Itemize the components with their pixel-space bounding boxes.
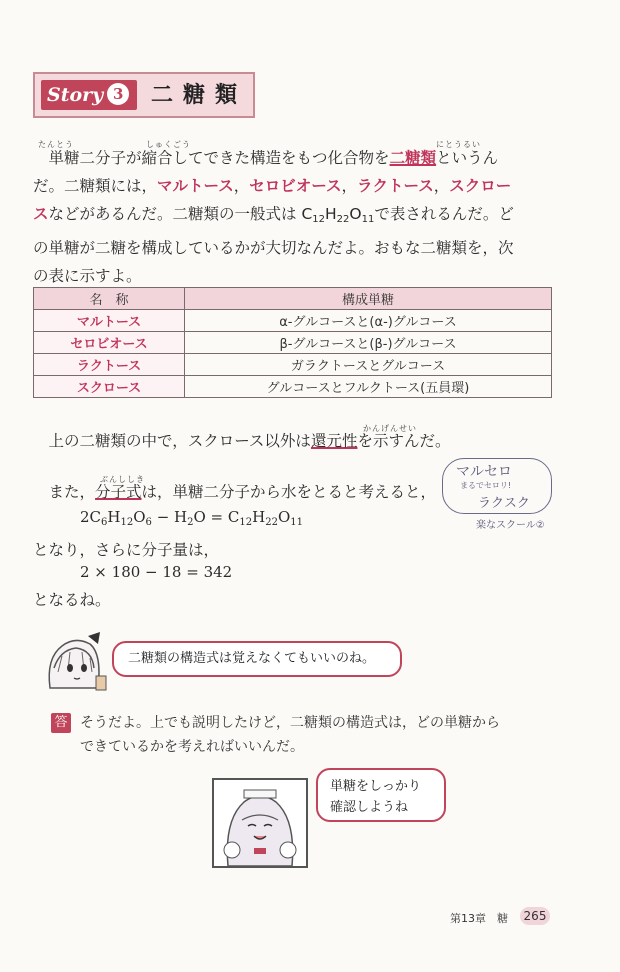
formula-line-3: となり，さらに分子量は， [33,541,220,559]
character-girl-1-icon [40,628,110,696]
reducing-line: 上の二糖類の中で，スクロース以外は還元性を示すんだ。 [48,432,451,450]
term-nitourui: 二糖類 [389,149,437,167]
header-name: 名 称 [34,288,185,310]
row-composition: グルコースとフルクトース(五員環) [185,376,552,398]
intro-paragraph [33,144,573,290]
answer-line-1: そうだよ。上でも説明したけど，二糖類の構造式は，どの単糖から [80,715,500,731]
row-name: マルトース [34,310,185,332]
note-line-2: まるでセロリ! [460,481,512,490]
formula-line-5: となるね。 [33,591,111,609]
row-composition: α-グルコースと(α-)グルコース [185,310,552,332]
reaction-equation: $2C_6H_{12}O_6 - H_2O = C_{12}H_{22}O_{11}$ [80,508,303,528]
answer-mark: 答 [51,713,71,733]
table-row [34,310,552,332]
ruby-nitourui: にとうるい [436,140,481,149]
ruby-tanto: たんとう [38,140,74,149]
ruby-shukugou: しゅくごう [146,140,191,149]
answer-line-2: できているかを考えればいいんだ。 [80,739,304,755]
character-panel [212,778,308,868]
term-bunshishiki: 分子式 [95,483,142,501]
story-number: 3 [107,83,129,105]
note-line-1: マルセロ [456,464,512,480]
char-bubble-line-1: 単糖をしっかり [330,779,422,794]
note-line-3: ラクスク [478,496,530,511]
story-text: Story [47,84,104,106]
disaccharide-table [33,287,552,398]
intro-line-5: の表に示すよ。 [33,267,142,285]
answer-text [80,711,500,759]
header-composition: 構成単糖 [185,288,552,310]
row-composition: β-グルコースと(β-)グルコース [185,332,552,354]
table-header-row [34,288,552,310]
intro-line-1: 単糖二分子が縮合してできた構造をもつ化合物を二糖類というん [48,149,499,167]
term-kangensei: 還元性 [310,432,358,450]
row-name: スクロース [34,376,185,398]
question-text: 二糖類の構造式は覚えなくてもいいのね。 [128,651,376,666]
intro-line-2: だ。二糖類には，マルトース，セロビオース，ラクトース，スクロー [33,177,512,195]
page-number: 265 [520,907,550,925]
note-caption: 楽なスクール② [476,520,545,531]
molecular-weight-calc: 2 × 180 − 18 = 342 [80,563,233,581]
question-bubble [112,641,402,677]
table-row [34,376,552,398]
row-composition: ガラクトースとグルコース [185,354,552,376]
character-girl-2-icon [214,780,306,866]
intro-line-4: の単糖が二糖を構成しているかが大切なんだよ。おもな二糖類を，次 [33,239,514,257]
section-title: 二糖類 [151,82,248,108]
row-name: セロビオース [34,332,185,354]
intro-line-3: スなどがあるんだ。二糖類の一般式は $C_{12}H_{22}O_{11}$で表されるんだ。ど [33,205,514,225]
row-name: ラクトース [34,354,185,376]
footer-chapter: 第13章 糖 [450,912,508,925]
story-label [41,80,137,110]
table-row [34,354,552,376]
ruby-kangensei: かんげんせい [363,424,417,433]
table-row [34,332,552,354]
char-bubble-line-2: 確認しようね [330,800,409,815]
formula-line-1: また，分子式は，単糖二分子から水をとると考えると， [48,483,437,501]
section-header [33,72,255,118]
ruby-bunshishiki: ぶんししき [100,475,145,484]
character-bubble [316,768,446,822]
